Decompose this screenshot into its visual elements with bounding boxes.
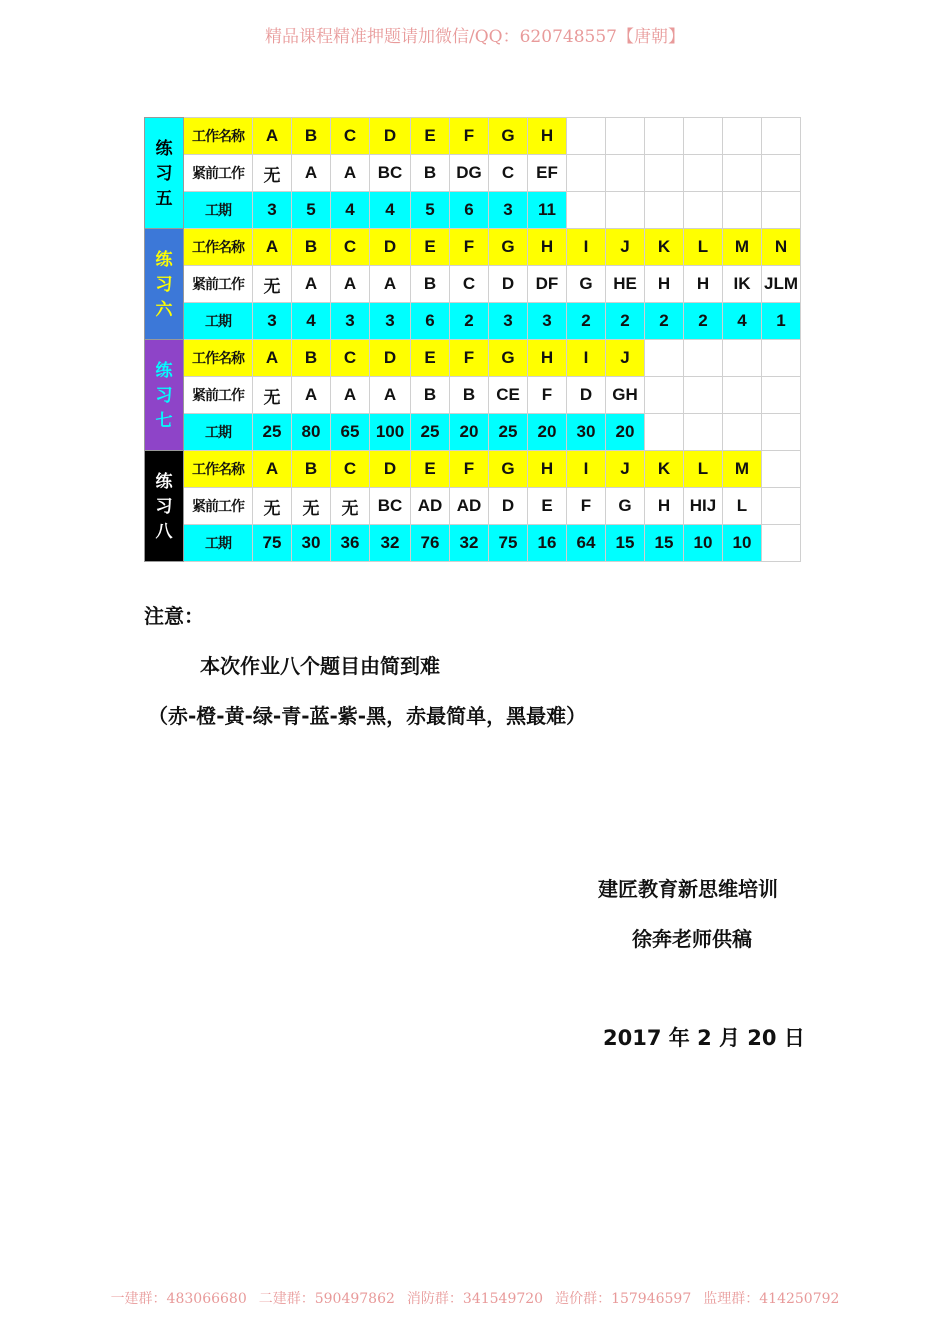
table-cell	[684, 414, 723, 451]
table-cell	[606, 118, 645, 155]
table-cell: 2	[684, 303, 723, 340]
table-cell: BC	[370, 488, 411, 525]
table-cell: 2	[645, 303, 684, 340]
table-cell: F	[450, 118, 489, 155]
table-cell: 无	[253, 266, 292, 303]
table-cell: 25	[489, 414, 528, 451]
table-cell: 30	[567, 414, 606, 451]
table-cell: D	[370, 118, 411, 155]
table-cell	[567, 118, 606, 155]
table-cell	[645, 377, 684, 414]
table-cell: H	[684, 266, 723, 303]
table-cell: 3	[528, 303, 567, 340]
table-cell	[723, 192, 762, 229]
table-cell: DG	[450, 155, 489, 192]
table-row	[145, 303, 801, 340]
table-cell	[762, 377, 801, 414]
table-cell: A	[331, 377, 370, 414]
table-cell: 36	[331, 525, 370, 562]
table-cell	[762, 118, 801, 155]
table-cell: GH	[606, 377, 645, 414]
watermark-header: 精品课程精准押题请加微信/QQ：620748557【唐朝】	[265, 27, 685, 47]
table-cell: A	[292, 266, 331, 303]
table-cell: 10	[723, 525, 762, 562]
table-cell: K	[645, 229, 684, 266]
table-cell: 无	[331, 488, 370, 525]
table-cell: M	[723, 451, 762, 488]
table-row	[145, 155, 801, 192]
table-cell: 25	[253, 414, 292, 451]
footer-group: 监理群：414250792	[703, 1291, 840, 1307]
table-cell	[684, 340, 723, 377]
table-cell: A	[370, 377, 411, 414]
table-cell: F	[528, 377, 567, 414]
table-cell: A	[253, 340, 292, 377]
table-cell: B	[411, 155, 450, 192]
table-cell	[762, 155, 801, 192]
table-cell: HE	[606, 266, 645, 303]
table-cell: E	[411, 340, 450, 377]
table-cell: C	[489, 155, 528, 192]
table-cell: 32	[450, 525, 489, 562]
table-cell: J	[606, 451, 645, 488]
table-cell: 5	[292, 192, 331, 229]
row-label: 紧前工作	[184, 488, 253, 525]
table-cell: C	[331, 451, 370, 488]
table-cell	[567, 192, 606, 229]
row-label: 紧前工作	[184, 155, 253, 192]
table-cell: A	[331, 155, 370, 192]
table-cell: 3	[370, 303, 411, 340]
row-label: 工作名称	[184, 340, 253, 377]
table-row	[145, 451, 801, 488]
table-cell: F	[567, 488, 606, 525]
table-cell: C	[331, 229, 370, 266]
table-cell: B	[292, 340, 331, 377]
signature-org: 建匠教育新思维培训	[598, 877, 778, 901]
table-cell: 32	[370, 525, 411, 562]
table-cell: E	[411, 451, 450, 488]
table-cell: 1	[762, 303, 801, 340]
table-cell	[723, 377, 762, 414]
notes-line-1: 本次作业八个题目由简到难	[200, 654, 440, 678]
table-cell: A	[331, 266, 370, 303]
row-label: 紧前工作	[184, 377, 253, 414]
table-cell: 80	[292, 414, 331, 451]
row-label: 工作名称	[184, 229, 253, 266]
table-cell: 3	[331, 303, 370, 340]
table-cell: L	[684, 229, 723, 266]
exercise-label: 练 习 六	[145, 229, 184, 340]
table-cell: BC	[370, 155, 411, 192]
row-label: 工作名称	[184, 118, 253, 155]
row-label: 工期	[184, 414, 253, 451]
table-cell: 4	[370, 192, 411, 229]
table-cell: I	[567, 229, 606, 266]
table-cell: IK	[723, 266, 762, 303]
table-cell: CE	[489, 377, 528, 414]
table-cell: H	[528, 340, 567, 377]
table-cell: H	[528, 451, 567, 488]
table-cell: C	[331, 118, 370, 155]
table-cell: M	[723, 229, 762, 266]
table-cell: F	[450, 340, 489, 377]
table-cell: H	[528, 118, 567, 155]
table-cell: L	[723, 488, 762, 525]
table-cell: EF	[528, 155, 567, 192]
row-label: 工期	[184, 525, 253, 562]
table-cell: E	[528, 488, 567, 525]
table-row	[145, 266, 801, 303]
table-cell: F	[450, 451, 489, 488]
table-cell: JLM	[762, 266, 801, 303]
table-cell	[762, 414, 801, 451]
table-row	[145, 525, 801, 562]
table-cell: G	[489, 229, 528, 266]
table-cell: A	[253, 451, 292, 488]
table-cell: L	[684, 451, 723, 488]
footer-group: 一建群：483066680	[110, 1291, 247, 1307]
table-cell: A	[370, 266, 411, 303]
table-cell: D	[370, 229, 411, 266]
table-cell	[723, 414, 762, 451]
footer-group: 二建群：590497862	[258, 1291, 395, 1307]
table-cell	[684, 155, 723, 192]
table-cell: D	[489, 266, 528, 303]
table-cell: 3	[489, 192, 528, 229]
table-cell: 5	[411, 192, 450, 229]
table-cell: 20	[606, 414, 645, 451]
row-label: 工期	[184, 192, 253, 229]
table-cell	[684, 377, 723, 414]
table-cell	[762, 488, 801, 525]
notes-title: 注意：	[144, 604, 204, 628]
notes-line-2: （赤-橙-黄-绿-青-蓝-紫-黑，赤最简单，黑最难）	[148, 704, 587, 728]
watermark-footer	[0, 1288, 950, 1308]
table-cell: D	[567, 377, 606, 414]
exercise-table	[144, 117, 801, 562]
table-cell: 4	[331, 192, 370, 229]
table-cell	[684, 118, 723, 155]
table-cell: 11	[528, 192, 567, 229]
table-cell: I	[567, 340, 606, 377]
table-cell	[762, 451, 801, 488]
table-cell: C	[331, 340, 370, 377]
table-cell: G	[489, 118, 528, 155]
table-cell: 75	[489, 525, 528, 562]
table-cell: A	[253, 118, 292, 155]
table-cell: G	[567, 266, 606, 303]
table-cell: AD	[411, 488, 450, 525]
table-cell	[606, 155, 645, 192]
table-cell: 3	[253, 192, 292, 229]
table-cell: AD	[450, 488, 489, 525]
table-cell: 无	[292, 488, 331, 525]
table-cell: B	[292, 229, 331, 266]
table-cell: 65	[331, 414, 370, 451]
table-cell: C	[450, 266, 489, 303]
table-cell	[645, 155, 684, 192]
table-cell: 3	[253, 303, 292, 340]
table-cell: 76	[411, 525, 450, 562]
table-cell: D	[370, 451, 411, 488]
table-cell: 30	[292, 525, 331, 562]
table-cell: B	[292, 118, 331, 155]
table-cell: 75	[253, 525, 292, 562]
table-cell	[723, 340, 762, 377]
table-cell: G	[489, 340, 528, 377]
table-cell: A	[253, 229, 292, 266]
table-cell: B	[292, 451, 331, 488]
row-label: 紧前工作	[184, 266, 253, 303]
table-row	[145, 192, 801, 229]
table-cell: B	[411, 266, 450, 303]
table-cell: 16	[528, 525, 567, 562]
table-cell: G	[489, 451, 528, 488]
table-cell: H	[528, 229, 567, 266]
table-cell	[645, 118, 684, 155]
table-cell: 3	[489, 303, 528, 340]
exercise-label: 练 习 五	[145, 118, 184, 229]
table-cell: D	[489, 488, 528, 525]
table-cell: K	[645, 451, 684, 488]
table-cell: 25	[411, 414, 450, 451]
signature-date: 2017 年 2 月 20 日	[603, 1026, 805, 1050]
table-cell: B	[450, 377, 489, 414]
table-cell: J	[606, 340, 645, 377]
table-cell: DF	[528, 266, 567, 303]
table-cell: E	[411, 229, 450, 266]
table-cell: A	[292, 377, 331, 414]
table-cell: I	[567, 451, 606, 488]
table-cell: 无	[253, 377, 292, 414]
table-row	[145, 229, 801, 266]
table-cell	[684, 192, 723, 229]
table-cell	[567, 155, 606, 192]
table-row	[145, 118, 801, 155]
table-cell	[723, 118, 762, 155]
table-cell: 2	[606, 303, 645, 340]
exercise-label: 练 习 七	[145, 340, 184, 451]
table-cell: 4	[292, 303, 331, 340]
table-cell	[645, 340, 684, 377]
table-cell: 无	[253, 155, 292, 192]
table-cell: A	[292, 155, 331, 192]
table-cell	[762, 340, 801, 377]
row-label: 工期	[184, 303, 253, 340]
table-cell	[606, 192, 645, 229]
table-row	[145, 340, 801, 377]
table-cell: 20	[528, 414, 567, 451]
table-cell: D	[370, 340, 411, 377]
table-cell: E	[411, 118, 450, 155]
row-label: 工作名称	[184, 451, 253, 488]
table-row	[145, 377, 801, 414]
table-cell: F	[450, 229, 489, 266]
table-cell: 20	[450, 414, 489, 451]
table-cell: H	[645, 266, 684, 303]
footer-group: 消防群：341549720	[406, 1291, 544, 1307]
table-cell: 6	[411, 303, 450, 340]
table-cell: 64	[567, 525, 606, 562]
table-cell	[723, 155, 762, 192]
table-cell	[645, 192, 684, 229]
table-cell: 15	[606, 525, 645, 562]
table-cell: G	[606, 488, 645, 525]
table-cell: 2	[450, 303, 489, 340]
table-cell: 100	[370, 414, 411, 451]
table-cell: 10	[684, 525, 723, 562]
table-cell: H	[645, 488, 684, 525]
table-cell: J	[606, 229, 645, 266]
table-cell: 4	[723, 303, 762, 340]
table-cell	[762, 192, 801, 229]
table-row	[145, 414, 801, 451]
table-cell: 无	[253, 488, 292, 525]
table-cell: 2	[567, 303, 606, 340]
table-cell: 6	[450, 192, 489, 229]
table-cell: B	[411, 377, 450, 414]
table-cell	[762, 525, 801, 562]
table-cell: 15	[645, 525, 684, 562]
footer-group: 造价群：157946597	[555, 1291, 692, 1307]
table-row	[145, 488, 801, 525]
table-cell: HIJ	[684, 488, 723, 525]
signature-author: 徐奔老师供稿	[632, 927, 752, 951]
exercise-label: 练 习 八	[145, 451, 184, 562]
table-cell	[645, 414, 684, 451]
table-cell: N	[762, 229, 801, 266]
